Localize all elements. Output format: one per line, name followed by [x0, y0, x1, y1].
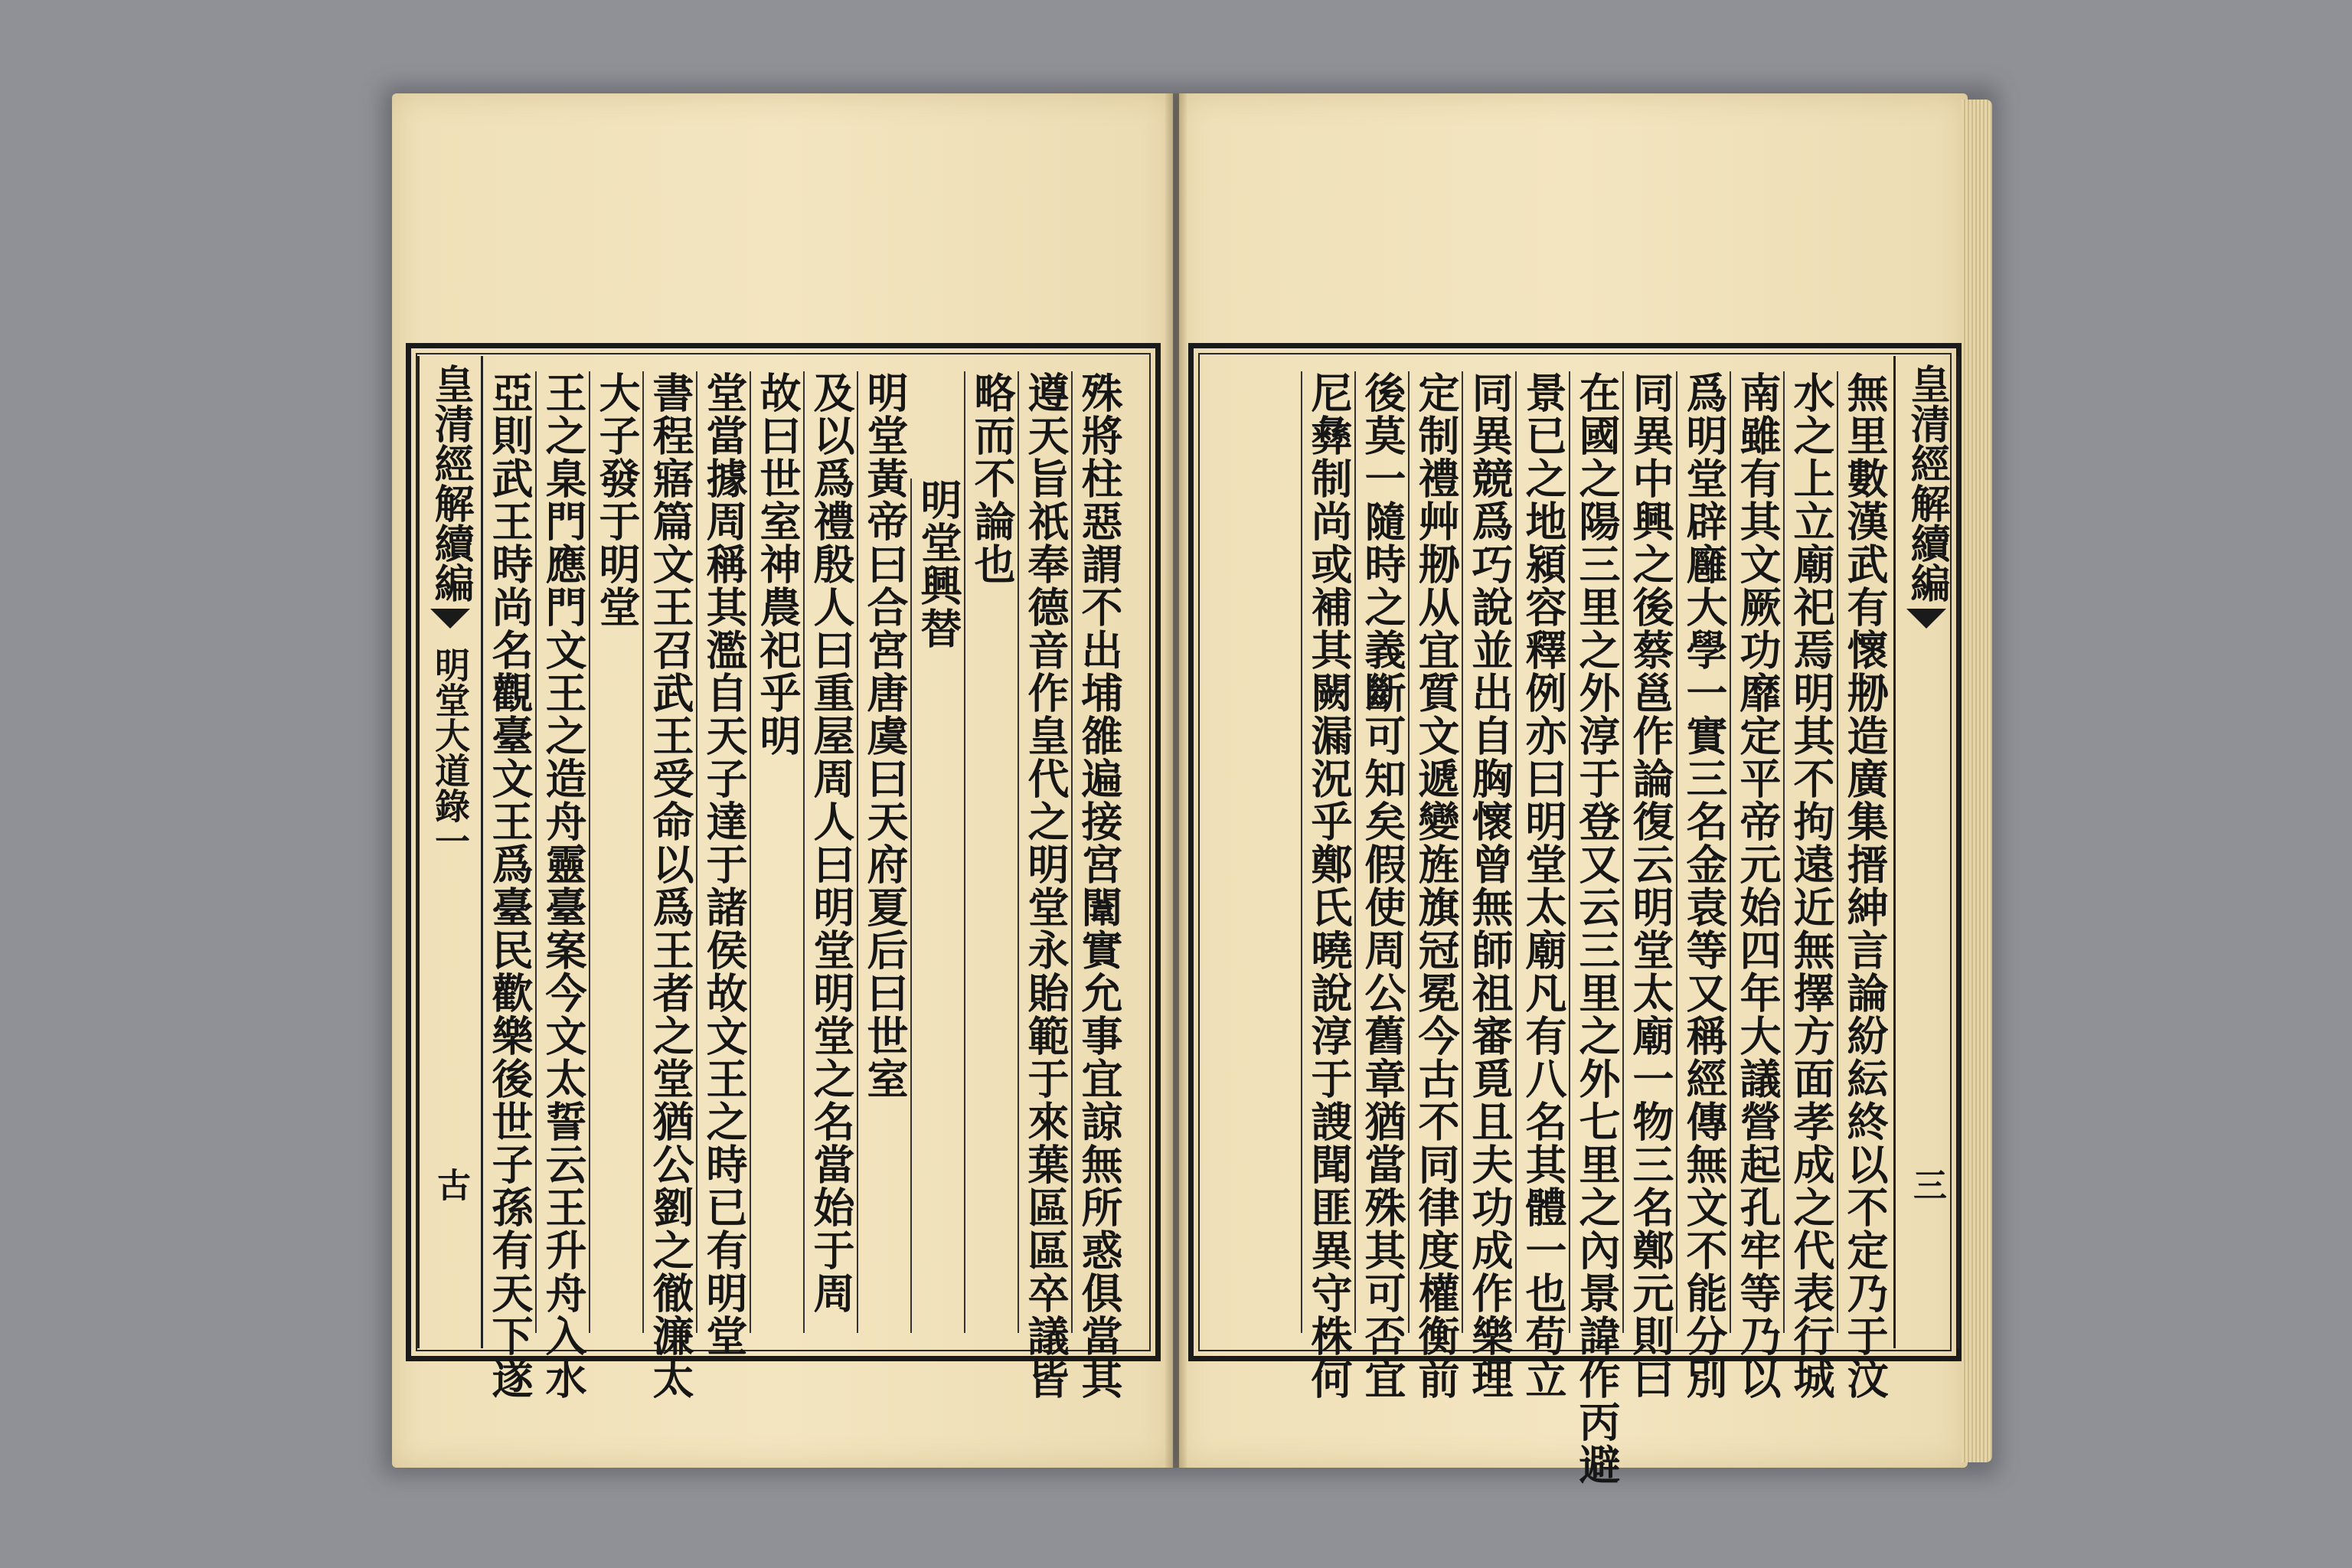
right-column-4: 爲明堂辟廱大學一實三名金袁等又稱經傳無文不能分別 — [1676, 371, 1731, 1333]
right-column-5: 同異中興之後蔡邕作論復云明堂太廟一物三名鄭元則曰 — [1622, 371, 1677, 1333]
book-title: 皇清經解續編 — [427, 364, 474, 603]
right-column-2: 水之上立廟祀焉明其不拘遠近無擇方面孝成之代表行城 — [1783, 371, 1838, 1333]
book-gutter — [1165, 93, 1187, 1468]
left-column-1: 殊將柱惡謂不出埔雒遍接宮闈實允事宜諒無所惑俱當其 — [1071, 371, 1126, 1333]
right-column-6: 在國之陽三里之外淳于登又云三里之外七里之內景諱作丙避 — [1569, 371, 1624, 1333]
book-title-right: 皇清經解續編 — [1903, 364, 1950, 603]
section-title: 明堂大道錄一 — [430, 647, 471, 858]
right-column-1: 無里數漢武有懷刱造廣集搢紳言論紛紜終以不定乃于汶 — [1837, 371, 1892, 1333]
right-spine-margin — [1893, 356, 1959, 1348]
fish-tail-mark-right — [1906, 609, 1946, 629]
right-column-7: 景已之地潁容釋例亦曰明堂太廟凡有八名其體一也苟立 — [1515, 371, 1570, 1333]
right-column-3: 南雖有其文厥功靡定平帝元始四年大議營起孔牢等乃以 — [1730, 371, 1785, 1333]
page-edges — [1962, 100, 1992, 1462]
left-column-3: 略而不論也 — [964, 371, 1019, 1333]
left-column-5: 明堂黃帝曰合宮唐虞曰天府夏后曰世室 — [857, 371, 912, 1333]
right-column-8: 同異競爲巧說並出自胸懷曾無師祖審覓且夫功成作樂理 — [1462, 371, 1517, 1333]
left-column-12: 亞則武王時尚名觀臺文王爲臺民歡樂後世子孫有天下遂 — [482, 371, 537, 1333]
left-column-9: 書程寤篇文王召武王受命以爲王者之堂猶公劉之徹濂太 — [642, 371, 697, 1333]
left-column-10: 大子發于明堂 — [589, 371, 644, 1333]
left-spine-margin — [417, 356, 483, 1348]
left-column-2: 遵天旨祇奉德音作皇代之明堂永貽範于來葉區區卒議皆 — [1018, 371, 1073, 1333]
right-column-9: 定制禮艸刱从宜質文遞變旌旗冠冕今古不同律度權衡前 — [1408, 371, 1463, 1333]
left-text-frame — [406, 343, 1161, 1400]
page-number-right: 三 — [1907, 1168, 1946, 1201]
page-number: 古 — [431, 1168, 470, 1201]
left-column-7: 故曰世室神農祀乎明 — [750, 371, 805, 1333]
left-column-11: 王之臬門應門文王之造舟靈臺案今文太誓云王升舟入水 — [535, 371, 590, 1333]
left-column-6: 及以爲禮殷人曰重屋周人曰明堂明堂之名當始于周 — [803, 371, 858, 1333]
right-column-10: 後莫一隨時之義斷可知矣假使周公舊章猶當殊其可否宜 — [1354, 371, 1410, 1333]
left-column-8: 堂當據周稱其濫自天子達于諸侯故文王之時已有明堂 — [696, 371, 751, 1333]
right-text-frame — [1188, 343, 1962, 1486]
fish-tail-mark — [430, 609, 470, 629]
section-heading: 明堂興替 — [910, 479, 965, 1333]
right-column-11: 尼彝制尚或補其闕漏況乎鄭氏曉說淳于謏聞匪異守株何 — [1301, 371, 1356, 1333]
